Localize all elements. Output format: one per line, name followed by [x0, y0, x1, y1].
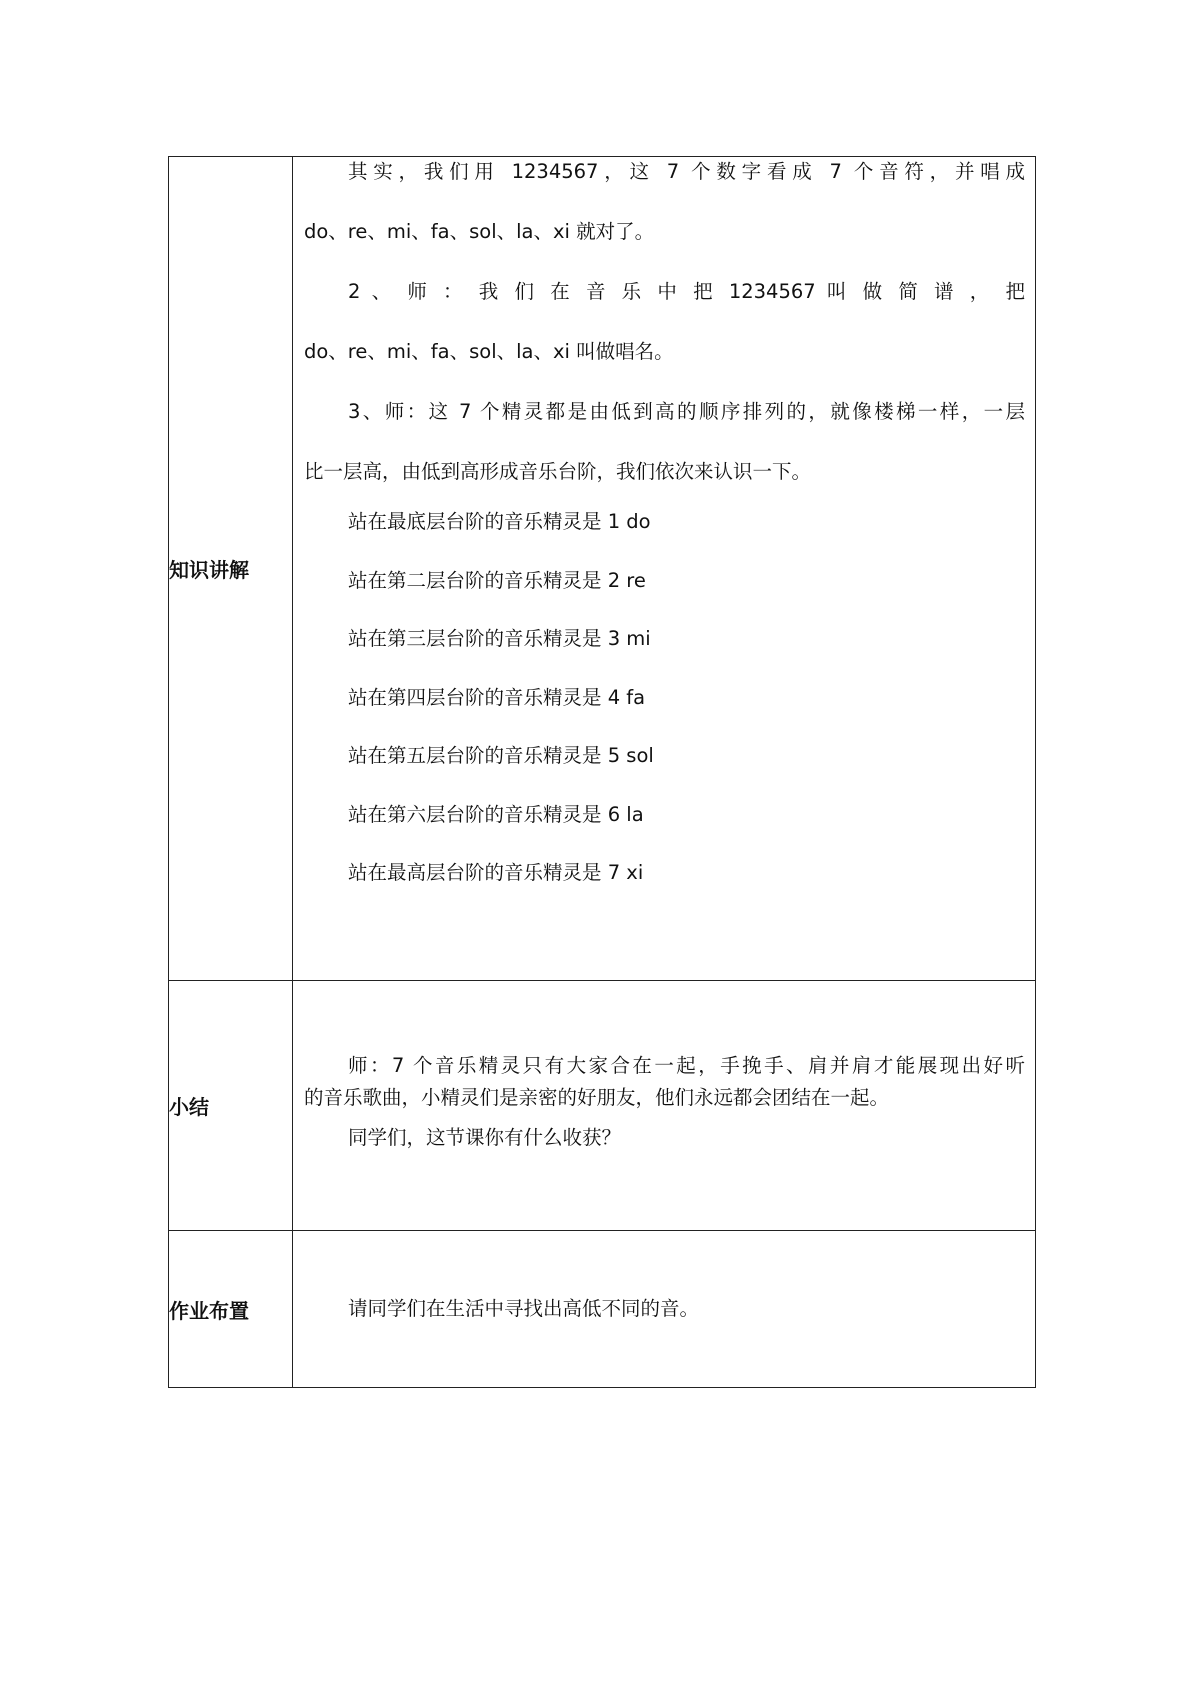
knowledge-body — [293, 157, 1035, 980]
note-step-3: 站在第三层台阶的音乐精灵是 3 mi — [348, 627, 651, 650]
knowledge-paragraph-2-line-1: 2 、 师 ： 我 们 在 音 乐 中 把 1234567 叫 做 简 谱 ， 把 — [348, 280, 1025, 303]
summary-body — [293, 981, 1035, 1230]
knowledge-paragraph-1 — [304, 157, 1025, 247]
summary-line-2: 的音乐歌曲，小精灵们是亲密的好朋友，他们永远都会团结在一起。 — [304, 1086, 890, 1109]
homework-text: 请同学们在生活中寻找出高低不同的音。 — [348, 1297, 700, 1320]
knowledge-paragraph-3-line-2: 比一层高，由低到高形成音乐台阶，我们依次来认识一下。 — [304, 460, 812, 483]
note-step-6: 站在第六层台阶的音乐精灵是 6 la — [348, 802, 644, 826]
table-row-knowledge — [169, 157, 1036, 981]
knowledge-paragraph-3-line-1: 3、师：这 7 个精灵都是由低到高的顺序排列的，就像楼梯一样，一层 — [348, 400, 1025, 423]
row-label-knowledge: 知识讲解 — [169, 157, 293, 981]
knowledge-paragraph-1-line-1: 其实，我们用 1234567，这 7 个数字看成 7 个音符，并唱成 — [348, 160, 1025, 183]
knowledge-paragraph-2 — [304, 277, 1025, 367]
knowledge-content-cell — [293, 157, 1036, 981]
row-label-summary: 小结 — [169, 981, 293, 1231]
note-step-7: 站在最高层台阶的音乐精灵是 7 xi — [348, 861, 644, 884]
row-label-homework: 作业布置 — [169, 1231, 293, 1388]
table-row-homework — [169, 1231, 1036, 1388]
note-step-5: 站在第五层台阶的音乐精灵是 5 sol — [348, 744, 654, 767]
summary-content-cell — [293, 981, 1036, 1231]
lesson-plan-table — [168, 156, 1036, 1388]
homework-body — [293, 1231, 1035, 1387]
summary-line-1: 师：7 个音乐精灵只有大家合在一起，手挽手、肩并肩才能展现出好听 — [348, 1054, 1025, 1077]
homework-content-cell — [293, 1231, 1036, 1388]
note-step-2: 站在第二层台阶的音乐精灵是 2 re — [348, 568, 646, 592]
note-step-4: 站在第四层台阶的音乐精灵是 4 fa — [348, 685, 646, 709]
summary-paragraph — [304, 1051, 1025, 1113]
knowledge-paragraph-2-line-2: do、re、mi、fa、sol、la、xi 叫做唱名。 — [304, 340, 674, 363]
table-row-summary — [169, 981, 1036, 1231]
summary-question: 同学们，这节课你有什么收获？ — [348, 1126, 622, 1149]
note-steps-list — [348, 507, 654, 917]
knowledge-paragraph-3 — [304, 397, 1025, 487]
note-step-1: 站在最底层台阶的音乐精灵是 1 do — [348, 510, 651, 533]
knowledge-paragraph-1-line-2: do、re、mi、fa、sol、la、xi 就对了。 — [304, 220, 655, 243]
